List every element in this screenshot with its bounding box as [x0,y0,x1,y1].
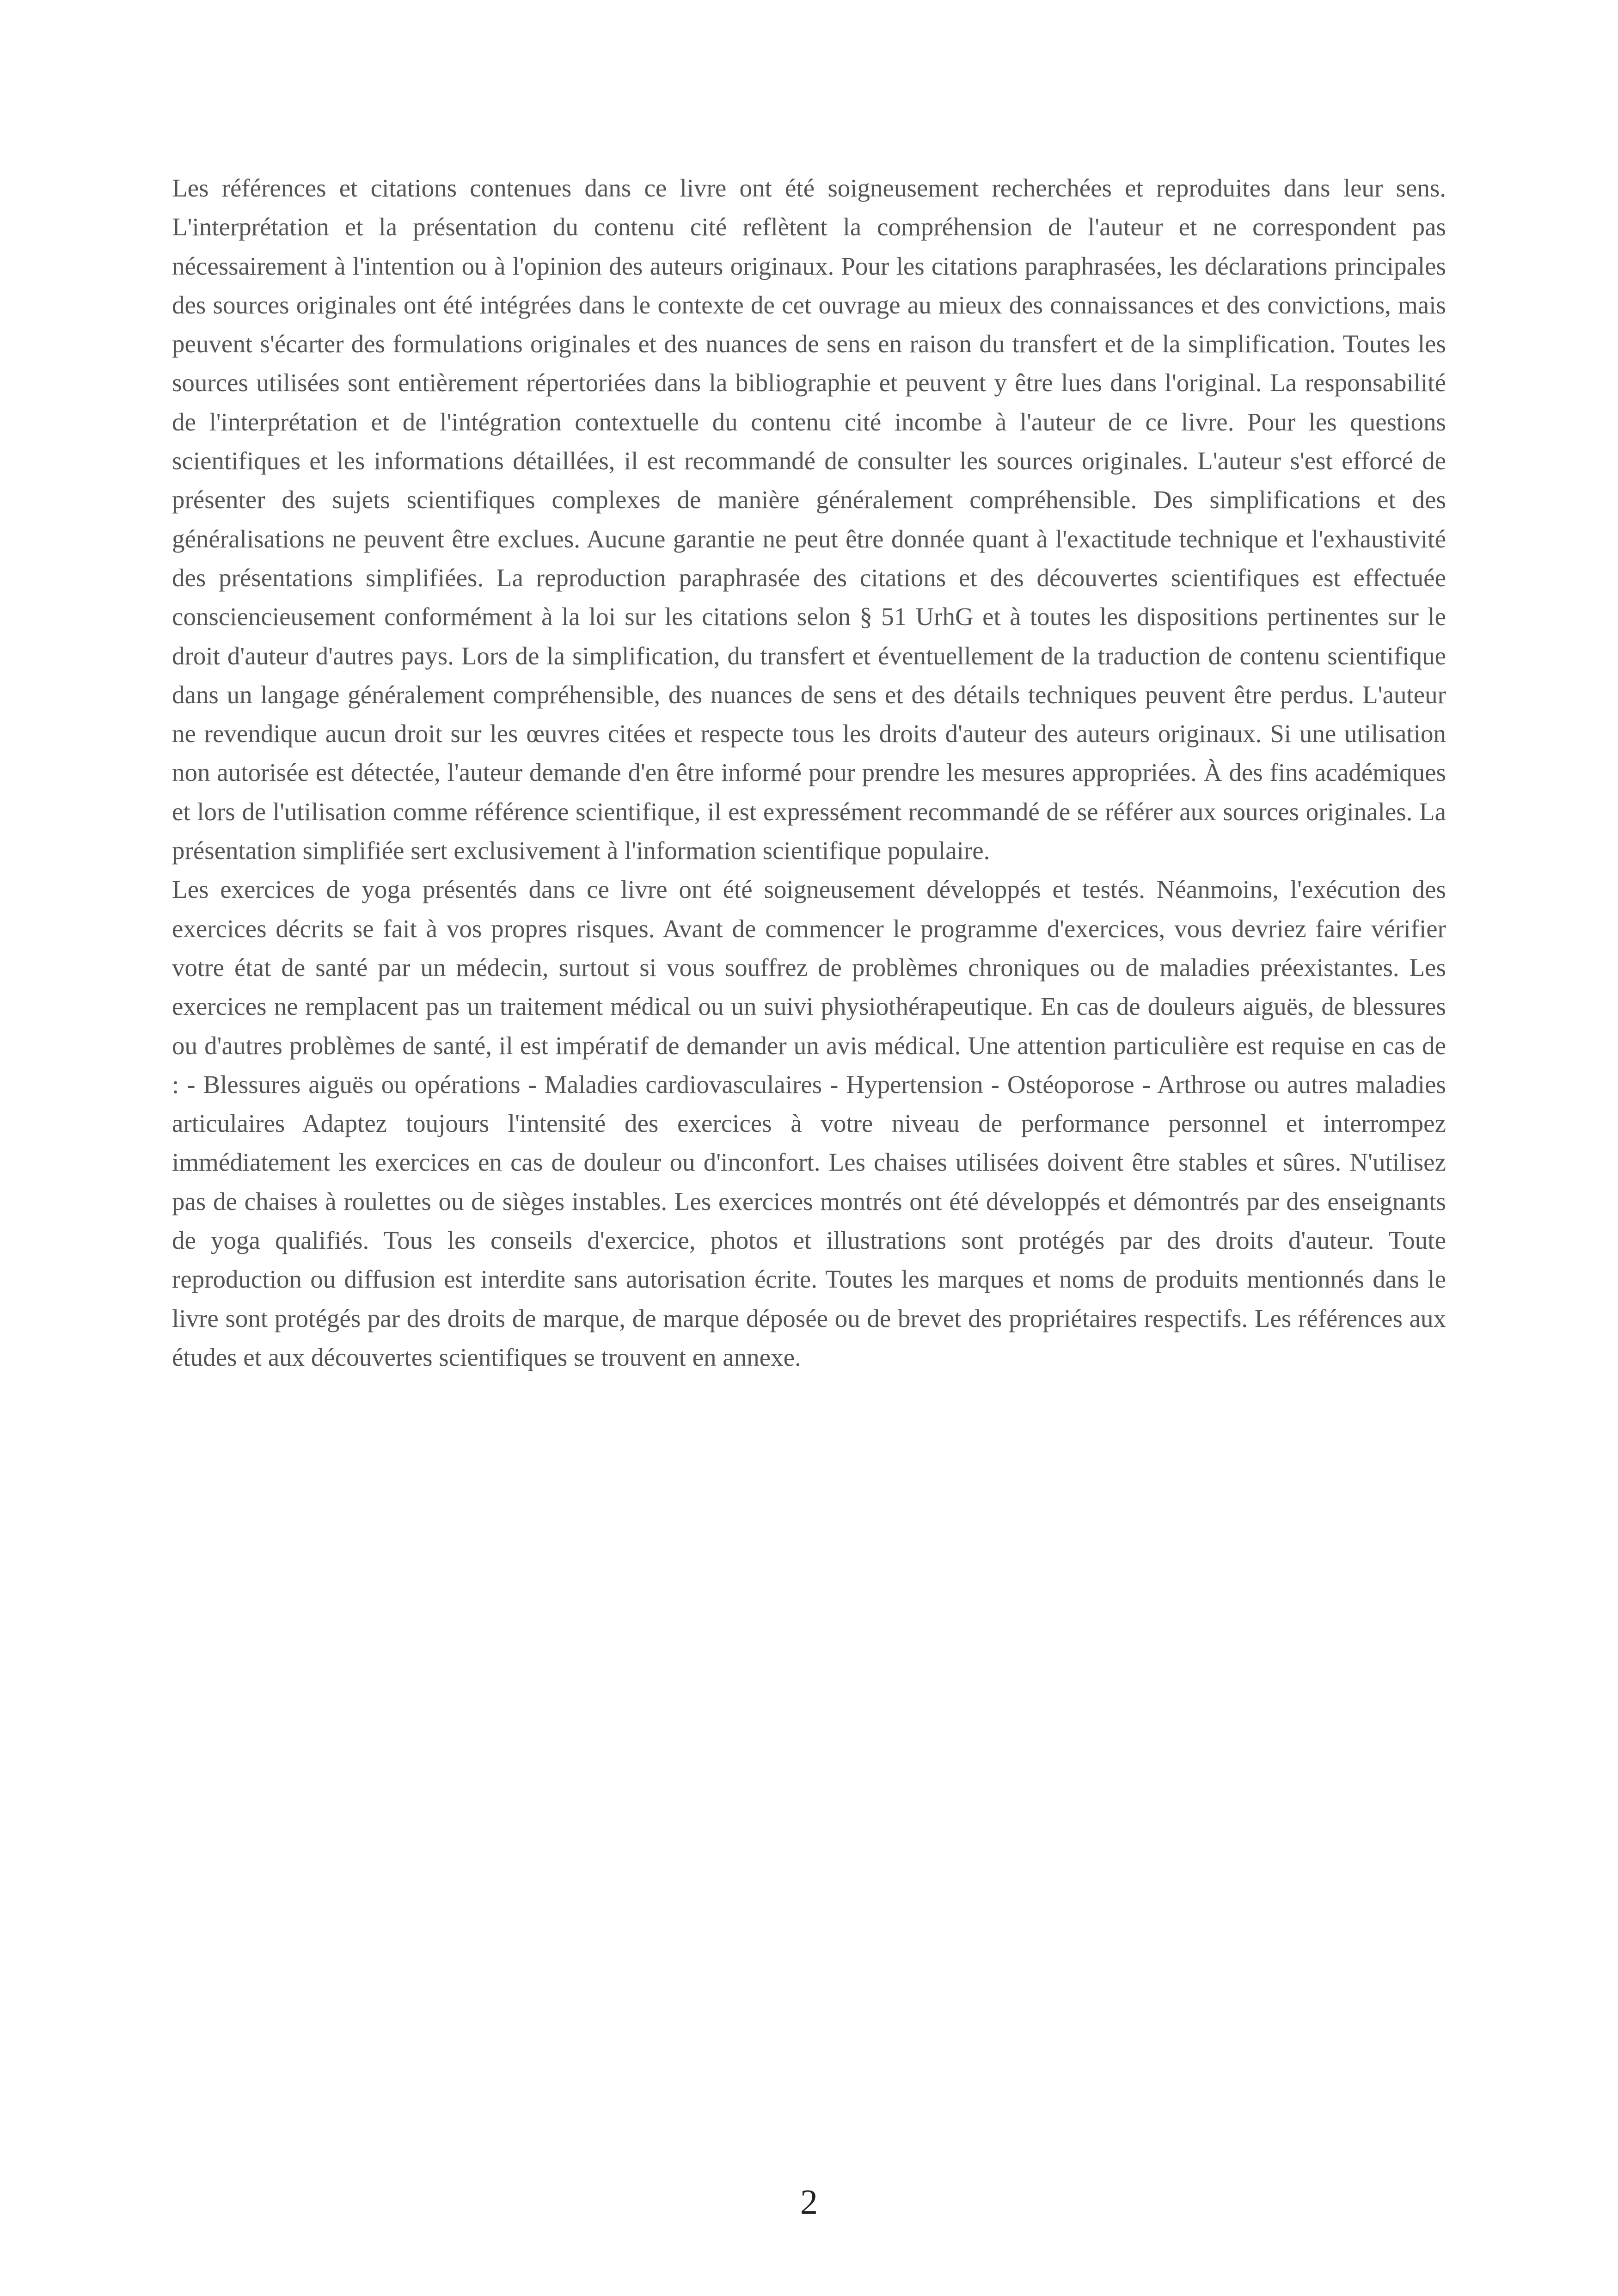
body-text [172,169,1446,1377]
disclaimer-citations-paragraph: Les références et citations contenues dans ce livre ont été soigneusement recherchées et reproduites dans leur sens. L'interprétation et la présentation du contenu cité reflètent la compréhension de l'auteur et ne correspondent pas nécessairement à l'intention ou à l'opinion des auteurs originaux. Pour les citations paraphrasées, les déclarations principales des sources originales ont été intégrées dans le contexte de cet ouvrage au mieux des connaissances et des convictions, mais peuvent s'écarter des formulations originales et des nuances de sens en raison du transfert et de la simplification. Toutes les sources utilisées sont entièrement répertoriées dans la bibliographie et peuvent y être lues dans l'original. La responsabilité de l'interprétation et de l'intégration contextuelle du contenu cité incombe à l'auteur de ce livre. Pour les questions scientifiques et les informations détaillées, il est recommandé de consulter les sources originales. L'auteur s'est efforcé de présenter des sujets scientifiques complexes de manière généralement compréhensible. Des simplifications et des généralisations ne peuvent être exclues. Aucune garantie ne peut être donnée quant à l'exactitude technique et l'exhaustivité des présentations simplifiées. La reproduction paraphrasée des citations et des découvertes scientifiques est effectuée consciencieusement conformément à la loi sur les citations selon § 51 UrhG et à toutes les dispositions pertinentes sur le droit d'auteur d'autres pays. Lors de la simplification, du transfert et éventuellement de la traduction de contenu scientifique dans un langage généralement compréhensible, des nuances de sens et des détails techniques peuvent être perdus. L'auteur ne revendique aucun droit sur les œuvres citées et respecte tous les droits d'auteur des auteurs originaux. Si une utilisation non autorisée est détectée, l'auteur demande d'en être informé pour prendre les mesures appropriées. À des fins académiques et lors de l'utilisation comme référence scientifique, il est expressément recommandé de se référer aux sources originales. La présentation simplifiée sert exclusivement à l'information scientifique populaire. [172,174,1446,865]
disclaimer-exercises-paragraph: Les exercices de yoga présentés dans ce livre ont été soigneusement développés et testés. Néanmoins, l'exécution des exercices décrits se fait à vos propres risques. Avant de commencer le programme d'exercices, vous devriez faire vérifier votre état de santé par un médecin, surtout si vous souffrez de problèmes chroniques ou de maladies préexistantes. Les exercices ne remplacent pas un traitement médical ou un suivi physiothérapeutique. En cas de douleurs aiguës, de blessures ou d'autres problèmes de santé, il est impératif de demander un avis médical. Une attention particulière est requise en cas de : - Blessures aiguës ou opérations - Maladies cardiovasculaires - Hypertension - Ostéoporose - Arthrose ou autres maladies articulaires Adaptez toujours l'intensité des exercices à votre niveau de performance personnel et interrompez immédiatement les exercices en cas de douleur ou d'inconfort. Les chaises utilisées doivent être stables et sûres. N'utilisez pas de chaises à roulettes ou de sièges instables. Les exercices montrés ont été développés et démontrés par des enseignants de yoga qualifiés. Tous les conseils d'exercice, photos et illustrations sont protégés par des droits d'auteur. Toute reproduction ou diffusion est interdite sans autorisation écrite. Toutes les marques et noms de produits mentionnés dans le livre sont protégés par des droits de marque, de marque déposée ou de brevet des propriétaires respectifs. Les références aux études et aux découvertes scientifiques se trouvent en annexe. [172,875,1446,1371]
page-number: 2 [800,2183,818,2222]
